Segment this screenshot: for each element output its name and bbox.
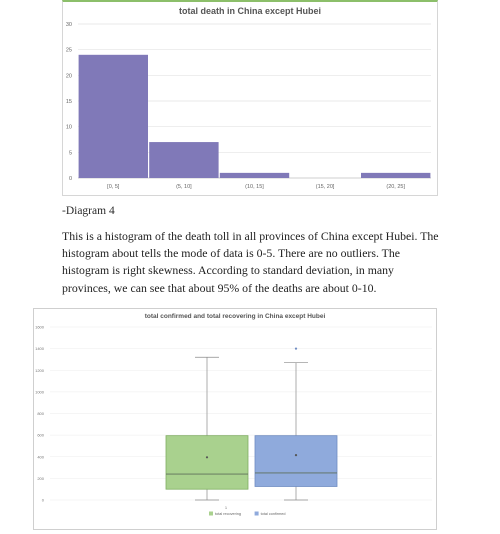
x-tick-label: (10, 15]	[245, 184, 264, 190]
y-tick-label: 200	[37, 475, 44, 481]
diagram-caption: -Diagram 4	[62, 205, 115, 217]
x-tick-label: (5, 10]	[176, 184, 192, 190]
legend-label: total confirmed	[260, 512, 286, 516]
paragraph-line: This is a histogram of the death toll in all provinces of China except Hubei. The	[62, 229, 439, 243]
y-tick-label: 1000	[35, 389, 44, 395]
paragraph-line: provinces, we can see that about 95% of the deaths are about 0-10.	[62, 280, 377, 295]
y-tick-label: 20	[65, 73, 72, 80]
y-tick-label: 1400	[35, 346, 44, 352]
legend-label: total recovering	[215, 512, 241, 516]
y-tick-label: 600	[37, 432, 44, 438]
histogram-bar	[361, 173, 430, 178]
box-total-confirmed	[255, 436, 337, 487]
boxplot-plot	[34, 309, 436, 529]
x-tick-label: (20, 25]	[386, 184, 406, 190]
histogram-title: total death in China except Hubei	[178, 6, 322, 16]
y-tick-label: 0	[41, 497, 44, 503]
y-tick-label: 10	[65, 124, 72, 131]
paragraph-line: histogram about tells the mode of data is 0-5. There are no outliers. The	[62, 246, 400, 261]
histogram-plot	[63, 2, 437, 196]
mean-marker	[295, 454, 297, 456]
y-tick-label: 15	[65, 99, 72, 105]
paragraph-line: histogram is right skewness. According to standard deviation, in many	[62, 263, 394, 278]
boxplot-title: total confirmed and total recovering in China except Hubei	[144, 313, 326, 320]
description-paragraph	[62, 228, 442, 297]
histogram-bar	[220, 173, 289, 178]
histogram-chart	[62, 0, 438, 196]
histogram-bar	[149, 142, 218, 178]
x-tick-label: 1	[224, 505, 228, 510]
y-tick-label: 25	[65, 47, 72, 54]
y-tick-label: 400	[37, 454, 44, 460]
legend-swatch	[209, 512, 213, 516]
box-total-recovering	[166, 436, 248, 490]
legend-swatch	[255, 512, 259, 516]
x-tick-label: [0, 5]	[107, 184, 120, 190]
outlier-point	[295, 348, 297, 350]
y-tick-label: 5	[68, 150, 72, 157]
x-tick-label: (15, 20]	[315, 184, 335, 190]
mean-marker	[206, 456, 208, 458]
histogram-bar	[79, 55, 148, 178]
y-tick-label: 1200	[35, 367, 44, 373]
y-tick-label: 1600	[35, 324, 44, 330]
y-tick-label: 30	[65, 22, 72, 28]
boxplot-chart	[33, 308, 437, 530]
y-tick-label: 800	[37, 411, 44, 416]
y-tick-label: 0	[68, 176, 72, 182]
